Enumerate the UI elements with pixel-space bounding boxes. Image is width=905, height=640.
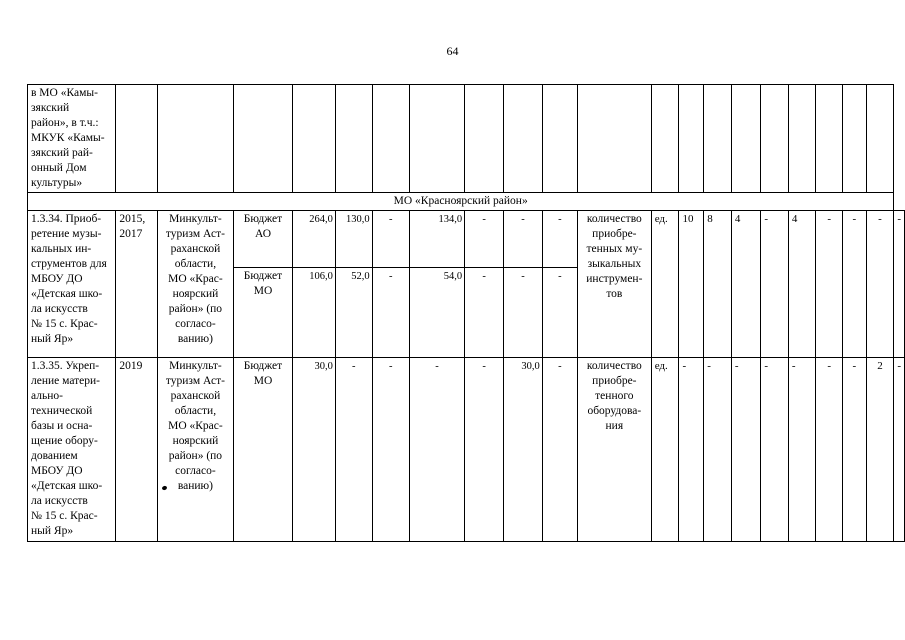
target-value: -: [731, 358, 761, 542]
target-value: -: [866, 211, 894, 358]
indicator-unit: ед.: [651, 358, 679, 542]
funding-year-value: 30,0: [504, 358, 543, 542]
target-value: -: [842, 358, 866, 542]
funding-year-value: 134,0: [409, 211, 464, 268]
target-value: 4: [788, 211, 816, 358]
funding-source: Бюджет АО: [233, 211, 293, 268]
funding-year-value: -: [465, 358, 504, 542]
funding-year-value: -: [465, 211, 504, 268]
funding-year-value: -: [409, 358, 464, 542]
funding-total: 106,0: [293, 268, 336, 358]
continued-description: в МО «Камы- зякский район», в т.ч.: МКУК «Камы- зякский рай- онный Дом культуры»: [28, 85, 116, 193]
funding-year-value: -: [372, 358, 409, 542]
funding-total: 30,0: [293, 358, 336, 542]
funding-year-value: 52,0: [335, 268, 372, 358]
target-value: -: [704, 358, 732, 542]
target-value: -: [788, 358, 816, 542]
measure-years: 2019: [116, 358, 158, 542]
target-value: -: [816, 358, 843, 542]
measure-executor: Минкульт- туризм Аст- раханской области, МО «Крас- ноярский район» (по согласо- ванию): [158, 211, 234, 358]
indicator-unit: ед.: [651, 211, 679, 358]
target-value: -: [761, 211, 789, 358]
target-value: -: [816, 211, 843, 358]
funding-year-value: -: [542, 358, 577, 542]
measure-years: 2015, 2017: [116, 211, 158, 358]
target-value: 8: [704, 211, 732, 358]
funding-source: Бюджет МО: [233, 268, 293, 358]
indicator-name: количество приобре- тенного оборудова- ния: [578, 358, 652, 542]
target-value: 4: [731, 211, 761, 358]
funding-year-value: -: [372, 211, 409, 268]
funding-year-value: -: [542, 211, 577, 268]
target-value: -: [894, 358, 905, 542]
measure-name: 1.3.35. Укреп- ление матери- ально- технической базы и осна- щение обору- дованием МБОУ ДО «Детская шко- ла искусств № 15 с. Крас- ный Яр»: [28, 358, 116, 542]
funding-year-value: -: [335, 358, 372, 542]
region-title: МО «Красноярский район»: [28, 193, 894, 211]
target-value: -: [679, 358, 704, 542]
funding-source: Бюджет МО: [233, 358, 293, 542]
target-value: -: [894, 211, 905, 358]
region-header-row: [28, 193, 905, 211]
measure-name: 1.3.34. Приоб- ретение музы- кальных ин- струментов для МБОУ ДО «Детская шко- ла искусств № 15 с. Крас- ный Яр»: [28, 211, 116, 358]
funding-year-value: -: [465, 268, 504, 358]
measure-executor: Минкульт- туризм Аст- раханской области, МО «Крас- ноярский район» (по согласо- ванию): [158, 358, 234, 542]
target-value: 10: [679, 211, 704, 358]
funding-year-value: -: [372, 268, 409, 358]
target-value: -: [761, 358, 789, 542]
funding-year-value: -: [504, 268, 543, 358]
indicator-name: количество приобре- тенных му- зыкальных инструмен- тов: [578, 211, 652, 358]
funding-year-value: -: [504, 211, 543, 268]
continued-row: [28, 85, 905, 193]
funding-year-value: -: [542, 268, 577, 358]
target-value: -: [842, 211, 866, 358]
funding-year-value: 54,0: [409, 268, 464, 358]
table-row: [28, 211, 905, 268]
target-value: 2: [866, 358, 894, 542]
funding-year-value: 130,0: [335, 211, 372, 268]
program-table: [27, 84, 905, 542]
table-row: [28, 358, 905, 542]
funding-total: 264,0: [293, 211, 336, 268]
page-number: 64: [446, 44, 459, 58]
